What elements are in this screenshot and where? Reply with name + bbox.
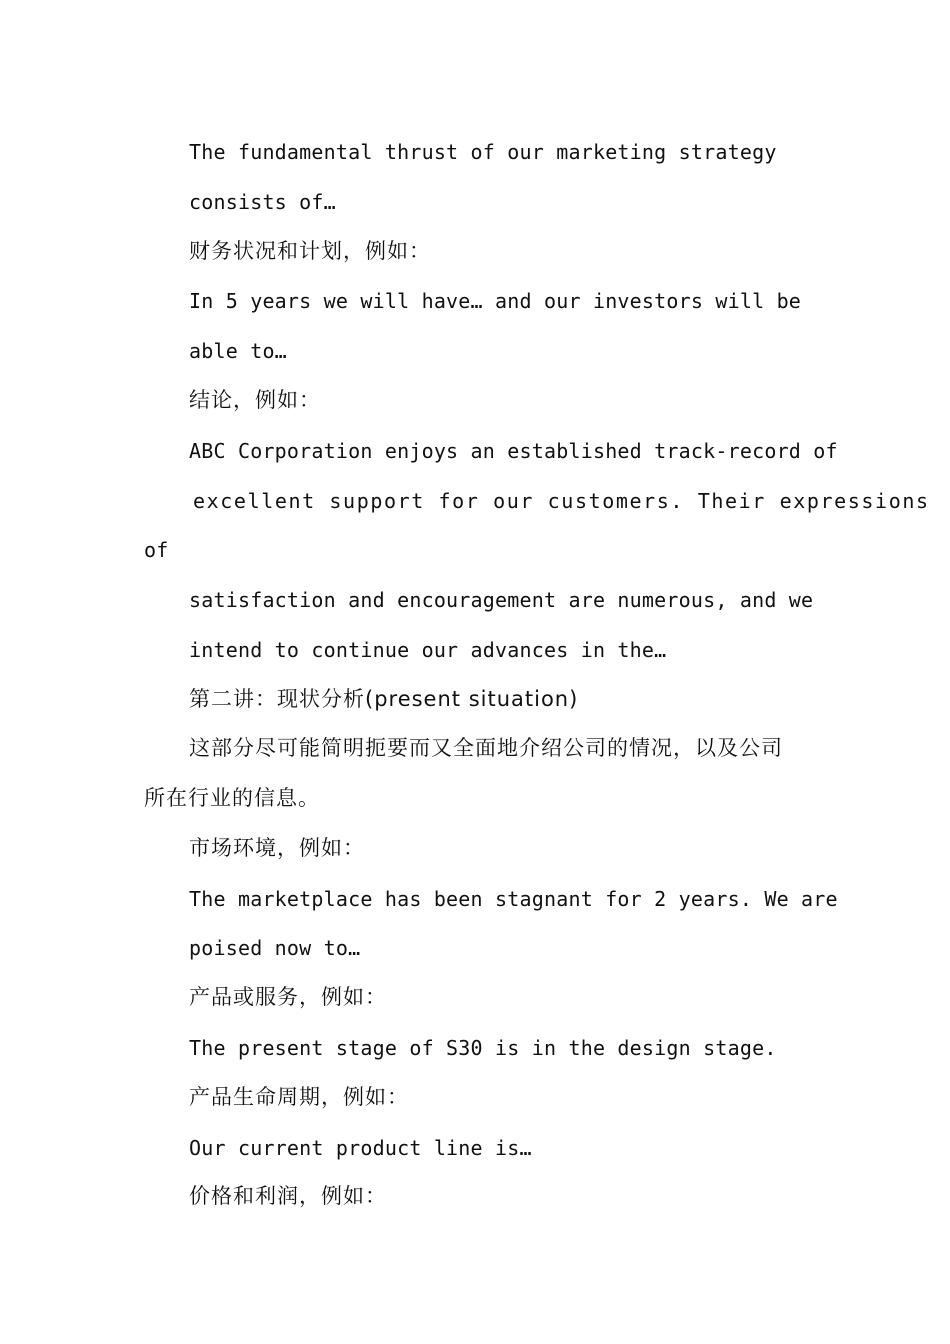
text-line-20: 产品生命周期，例如： (189, 1085, 409, 1109)
text-line-19: The present stage of S30 is in the design stage. (189, 1036, 777, 1060)
text-line-4: In 5 years we will have… and our investors will be (189, 289, 802, 313)
text-line-10: satisfaction and encouragement are numerous, and we (189, 588, 814, 612)
text-line-1: The fundamental thrust of our marketing strategy (189, 140, 777, 164)
text-line-17: poised now to… (189, 936, 361, 960)
text-line-13: 这部分尽可能简明扼要而又全面地介绍公司的情况，以及公司 (189, 736, 783, 760)
text-line-16: The marketplace has been stagnant for 2 years. We are (189, 887, 838, 911)
text-line-22: 价格和利润，例如： (189, 1184, 387, 1208)
text-line-5: able to… (189, 339, 287, 363)
text-line-21: Our current product line is… (189, 1136, 532, 1160)
text-line-3: 财务状况和计划，例如： (189, 239, 431, 263)
text-line-8: excellent support for our customers. Their expressions (193, 489, 930, 513)
text-line-9: of (144, 538, 169, 562)
text-line-7: ABC Corporation enjoys an established track-record of (189, 439, 838, 463)
text-line-18: 产品或服务，例如： (189, 985, 387, 1009)
text-line-6: 结论，例如： (189, 388, 321, 412)
text-line-11: intend to continue our advances in the… (189, 638, 667, 662)
text-line-2: consists of… (189, 190, 336, 214)
text-line-12: 第二讲：现状分析(present situation) (189, 687, 579, 711)
text-line-14: 所在行业的信息。 (144, 786, 320, 810)
text-line-15: 市场环境，例如： (189, 836, 365, 860)
